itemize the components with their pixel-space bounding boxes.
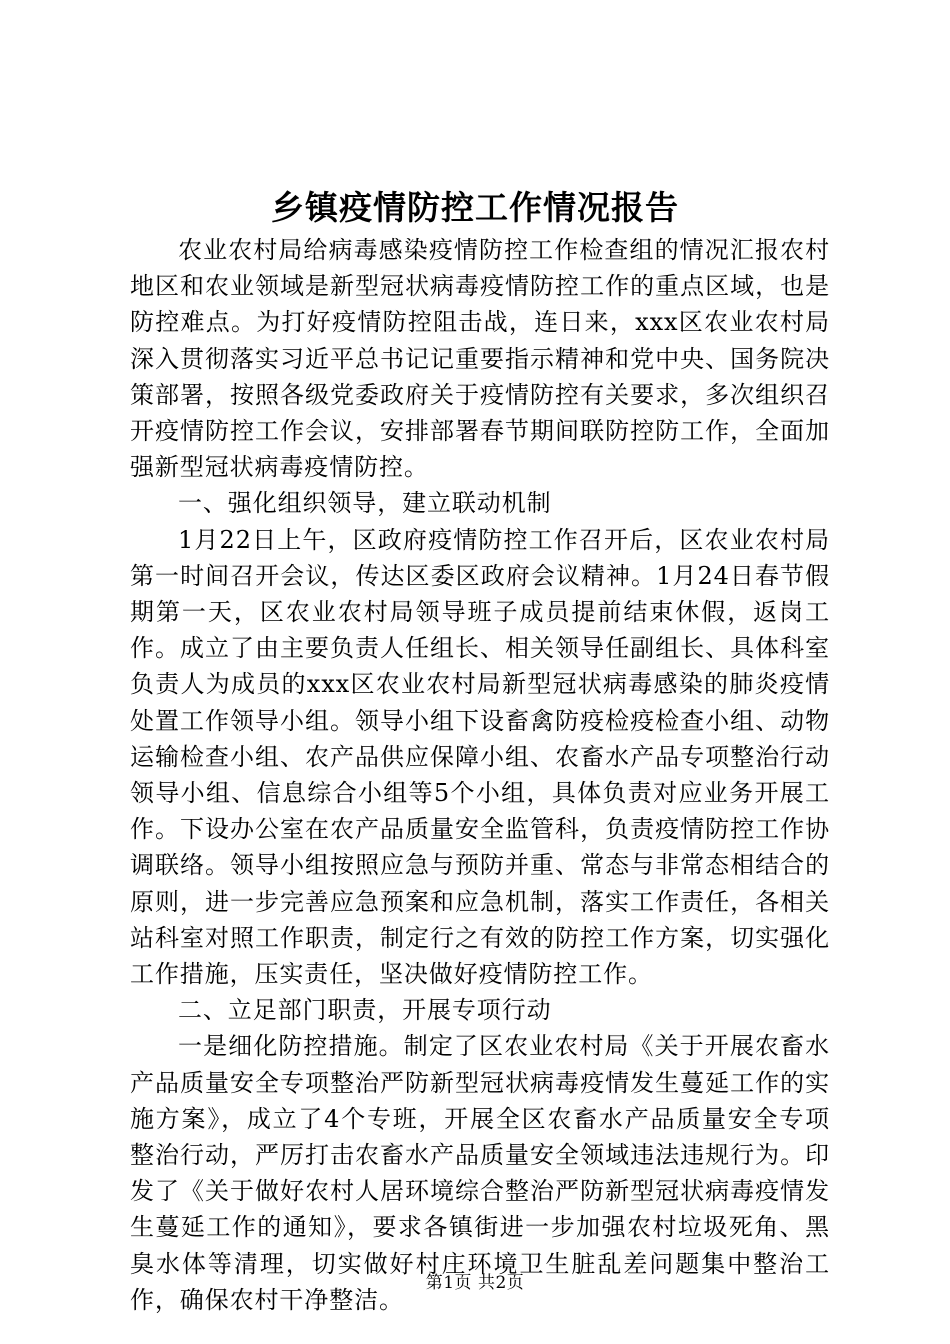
section-heading-1: 一、强化组织领导，建立联动机制	[178, 489, 552, 518]
paragraph-section-2: 一是细化防控措施。制定了区农业农村局《关于开展农畜水产品质量安全专项整治严防新型冠状病毒疫情发生蔓延工作的实施方案》，成立了4个专班，开展全区农畜水产品质量安全专项整治行动，严厉打击农畜水产品质量安全领域违法违规行为。印发了《关于做好农村人居环境综合整治严防新型冠状病毒疫情发生蔓延工作的通知》，要求各镇街进一步加强农村垃圾死角、黑臭水体等清理，切实做好村庄环境卫生脏乱差问题集中整治工作，确保农村干净整洁。	[130, 1032, 830, 1314]
paragraph-section-1: 1月22日上午，区政府疫情防控工作召开后，区农业农村局第一时间召开会议，传达区委区政府会议精神。1月24日春节假期第一天，区农业农村局领导班子成员提前结束休假，返岗工作。成立了由主要负责人任组长、相关领导任副组长、具体科室负责人为成员的xxx区农业农村局新型冠状病毒感染的肺炎疫情处置工作领导小组。领导小组下设畜禽防疫检疫检查小组、动物运输检查小组、农产品供应保障小组、农畜水产品专项整治行动领导小组、信息综合小组等5个小组，具体负责对应业务开展工作。下设办公室在农产品质量安全监管科，负责疫情防控工作协调联络。领导小组按照应急与预防并重、常态与非常态相结合的原则，进一步完善应急预案和应急机制，落实工作责任，各相关站科室对照工作职责，制定行之有效的防控工作方案，切实强化工作措施，压实责任，坚决做好疫情防控工作。	[130, 525, 830, 989]
document-title: 乡镇疫情防控工作情况报告	[271, 188, 679, 227]
paragraph-intro: 农业农村局给病毒感染疫情防控工作检查组的情况汇报农村地区和农业领域是新型冠状病毒疫情防控工作的重点区域，也是防控难点。为打好疫情防控阻击战，连日来，xxx区农业农村局深入贯彻落实习近平总书记记重要指示精神和党中央、国务院决策部署，按照各级党委政府关于疫情防控有关要求，多次组织召开疫情防控工作会议，安排部署春节期间联防控防工作，全面加强新型冠状病毒疫情防控。	[130, 236, 830, 482]
document-body	[130, 232, 830, 1318]
section-heading-2: 二、立足部门职责，开展专项行动	[178, 996, 552, 1025]
page-number-footer: 第1页 共2页	[425, 1273, 525, 1293]
